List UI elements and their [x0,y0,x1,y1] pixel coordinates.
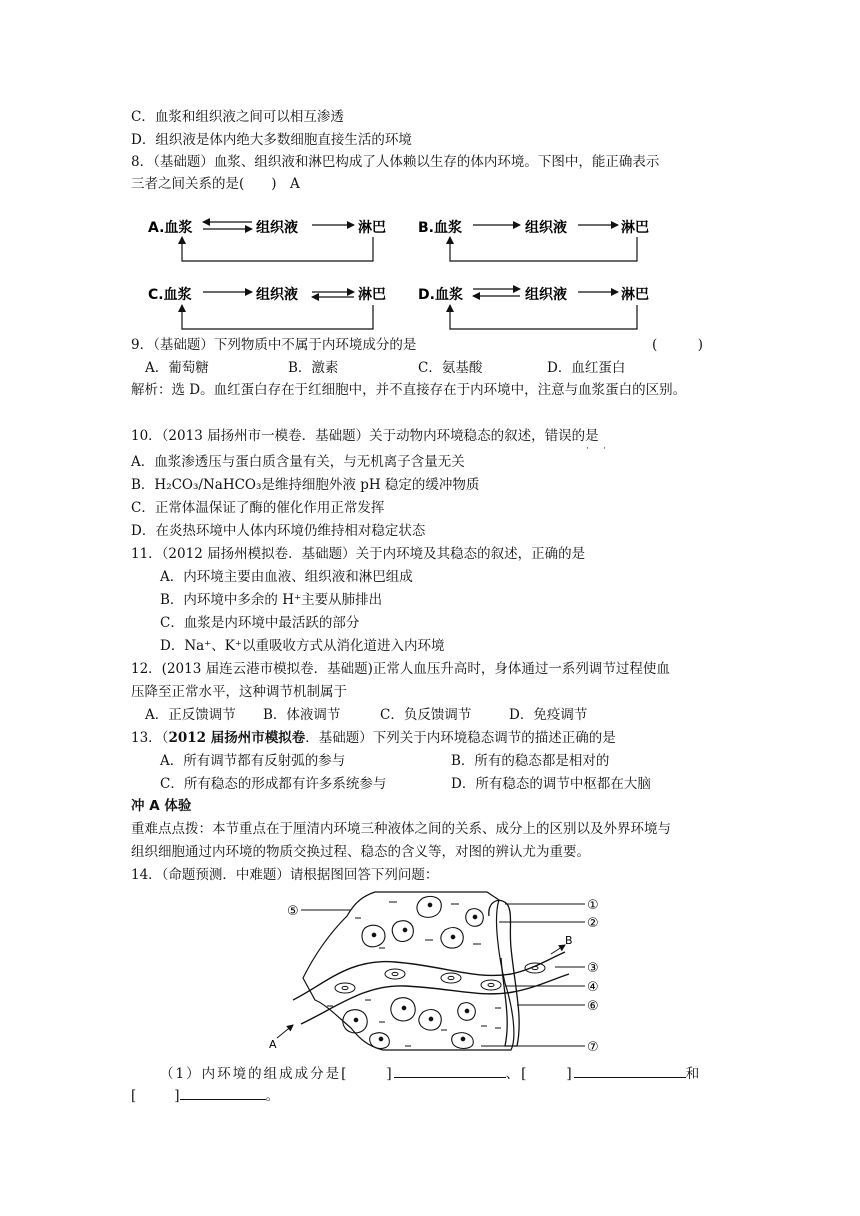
q13-stem [131,729,616,747]
figure-label-4: ④ [587,980,599,995]
q12-option-d: D．免疫调节 [509,707,588,723]
q11-option-d: D．Na⁺、K⁺以重吸收方式从消化道进入内环境 [160,638,445,654]
figure-label-7: ⑦ [587,1040,599,1055]
tip-line2: 组织细胞通过内环境的物质交换过程、稳态的含义等，对图的辨认尤为重要。 [131,844,590,860]
option-d-lymph: 淋巴 [621,287,649,303]
option-c-lymph: 淋巴 [358,287,386,303]
q14-sub1-line2: [ ] 。 [131,1085,279,1105]
flow-in-label: A [269,1038,277,1051]
q13-source: 2012 届扬州市模拟卷 [168,730,306,746]
option-b-diagram [418,219,649,261]
option-a-tissue-fluid: 组织液 [256,220,298,236]
option-c-diagram [148,286,386,329]
q13-option-c: C．所有稳态的形成都有许多系统参与 [160,776,387,792]
q10-option-a: A．血浆渗透压与蛋白质含量有关，与无机离子含量无关 [131,454,465,470]
q10-stem: 10．（2013 届扬州市一模卷．基础题）关于动物内环境稳态的叙述，错误的是 [131,428,599,444]
q9-answer-paren: ( ) [652,337,704,353]
q9-stem: 9．（基础题）下列物质中不属于内环境成分的是 [131,337,417,353]
figure-label-2: ② [587,916,599,931]
q9-option-b: B．激素 [288,360,339,376]
q12-option-b: B．体液调节 [263,707,341,723]
q13-option-d: D．所有稳态的调节中枢都在大脑 [451,776,651,792]
answer-blank[interactable] [394,1063,506,1078]
figure-label-3: ③ [587,961,599,976]
q10-option-b: B．H₂CO₃/NaHCO₃是维持细胞外液 pH 稳定的缓冲物质 [131,477,480,493]
figure-label-5: ⑤ [287,904,299,919]
flow-out-label: B [565,934,573,947]
option-b-plasma: B.血浆 [418,220,462,236]
q13-number: 13．（ [131,730,169,746]
option-c-tissue-fluid: 组织液 [256,287,298,303]
q8-relationship-diagrams [140,205,680,340]
option-d-tissue-fluid: 组织液 [525,287,567,303]
option-a-lymph: 淋巴 [358,220,386,236]
q12-option-a: A．正反馈调节 [145,707,236,723]
option-c-plasma: C.血浆 [148,287,192,303]
q12-stem-line1: 12．(2013 届连云港市模拟卷．基础题)正常人血压升高时，身体通过一系列调节过程使血 [131,661,670,677]
option-a-diagram [148,219,386,261]
q11-option-a: A．内环境主要由血液、组织液和淋巴组成 [160,569,413,585]
option-b-lymph: 淋巴 [621,220,649,236]
q12-stem-line2: 压降至正常水平，这种调节机制属于 [131,684,347,700]
q9-option-c: C．氨基酸 [418,360,483,376]
q13-option-a: A．所有调节都有反射弧的参与 [160,753,346,769]
q12-option-c: C．负反馈调节 [380,707,472,723]
q7-option-c: C．血浆和组织液之间可以相互渗透 [131,109,344,125]
q9-analysis: 解析：选 D。血红蛋白存在于红细胞中，并不直接存在于内环境中，注意与血浆蛋白的区别。 [131,382,687,398]
q9-option-d: D．血红蛋白 [547,360,626,376]
figure-label-6: ⑥ [587,999,599,1014]
q14-sub1-line1: （1）内环境的组成成分是[ ] 、[ ] 和 [160,1063,701,1083]
q9-option-a: A．葡萄糖 [145,360,209,376]
emphasis-dots: · [603,444,606,454]
q11-stem: 11．（2012 届扬州模拟卷．基础题）关于内环境及其稳态的叙述，正确的是 [131,546,586,562]
q14-stem: 14．（命题预测．中难题）请根据图回答下列问题： [131,867,439,883]
q10-option-d: D．在炎热环境中人体内环境仍维持相对稳定状态 [131,523,426,539]
option-b-tissue-fluid: 组织液 [525,220,567,236]
answer-blank[interactable] [180,1085,266,1100]
q10-option-c: C．正常体温保证了酶的催化作用正常发挥 [131,500,385,516]
q13-option-b: B．所有的稳态都是相对的 [451,753,610,769]
figure-label-1: ① [587,898,599,913]
q11-option-b: B．内环境中多余的 H⁺主要从肺排出 [160,592,383,608]
q8-stem-line1: 8．（基础题）血浆、组织液和淋巴构成了人体赖以生存的体内环境。下图中，能正确表示 [131,154,660,170]
emphasis-dots: · [586,444,589,454]
option-d-plasma: D.血浆 [418,287,463,303]
q13-question: ．基础题）下列关于内环境稳态调节的描述正确的是 [305,730,616,746]
q14-tissue-figure [255,888,615,1060]
answer-blank[interactable] [574,1063,686,1078]
section-heading: 冲 A 体验 [131,798,192,814]
tip-line1: 重难点点拨：本节重点在于厘清内环境三种液体之间的关系、成分上的区别以及外界环境与 [131,821,671,837]
q11-option-c: C．血浆是内环境中最活跃的部分 [160,615,360,631]
q8-stem-line2: 三者之间关系的是( ) A [131,176,300,192]
option-d-diagram [418,286,649,329]
option-a-plasma: A.血浆 [148,220,193,236]
q7-option-d: D．组织液是体内绝大多数细胞直接生活的环境 [131,132,412,148]
